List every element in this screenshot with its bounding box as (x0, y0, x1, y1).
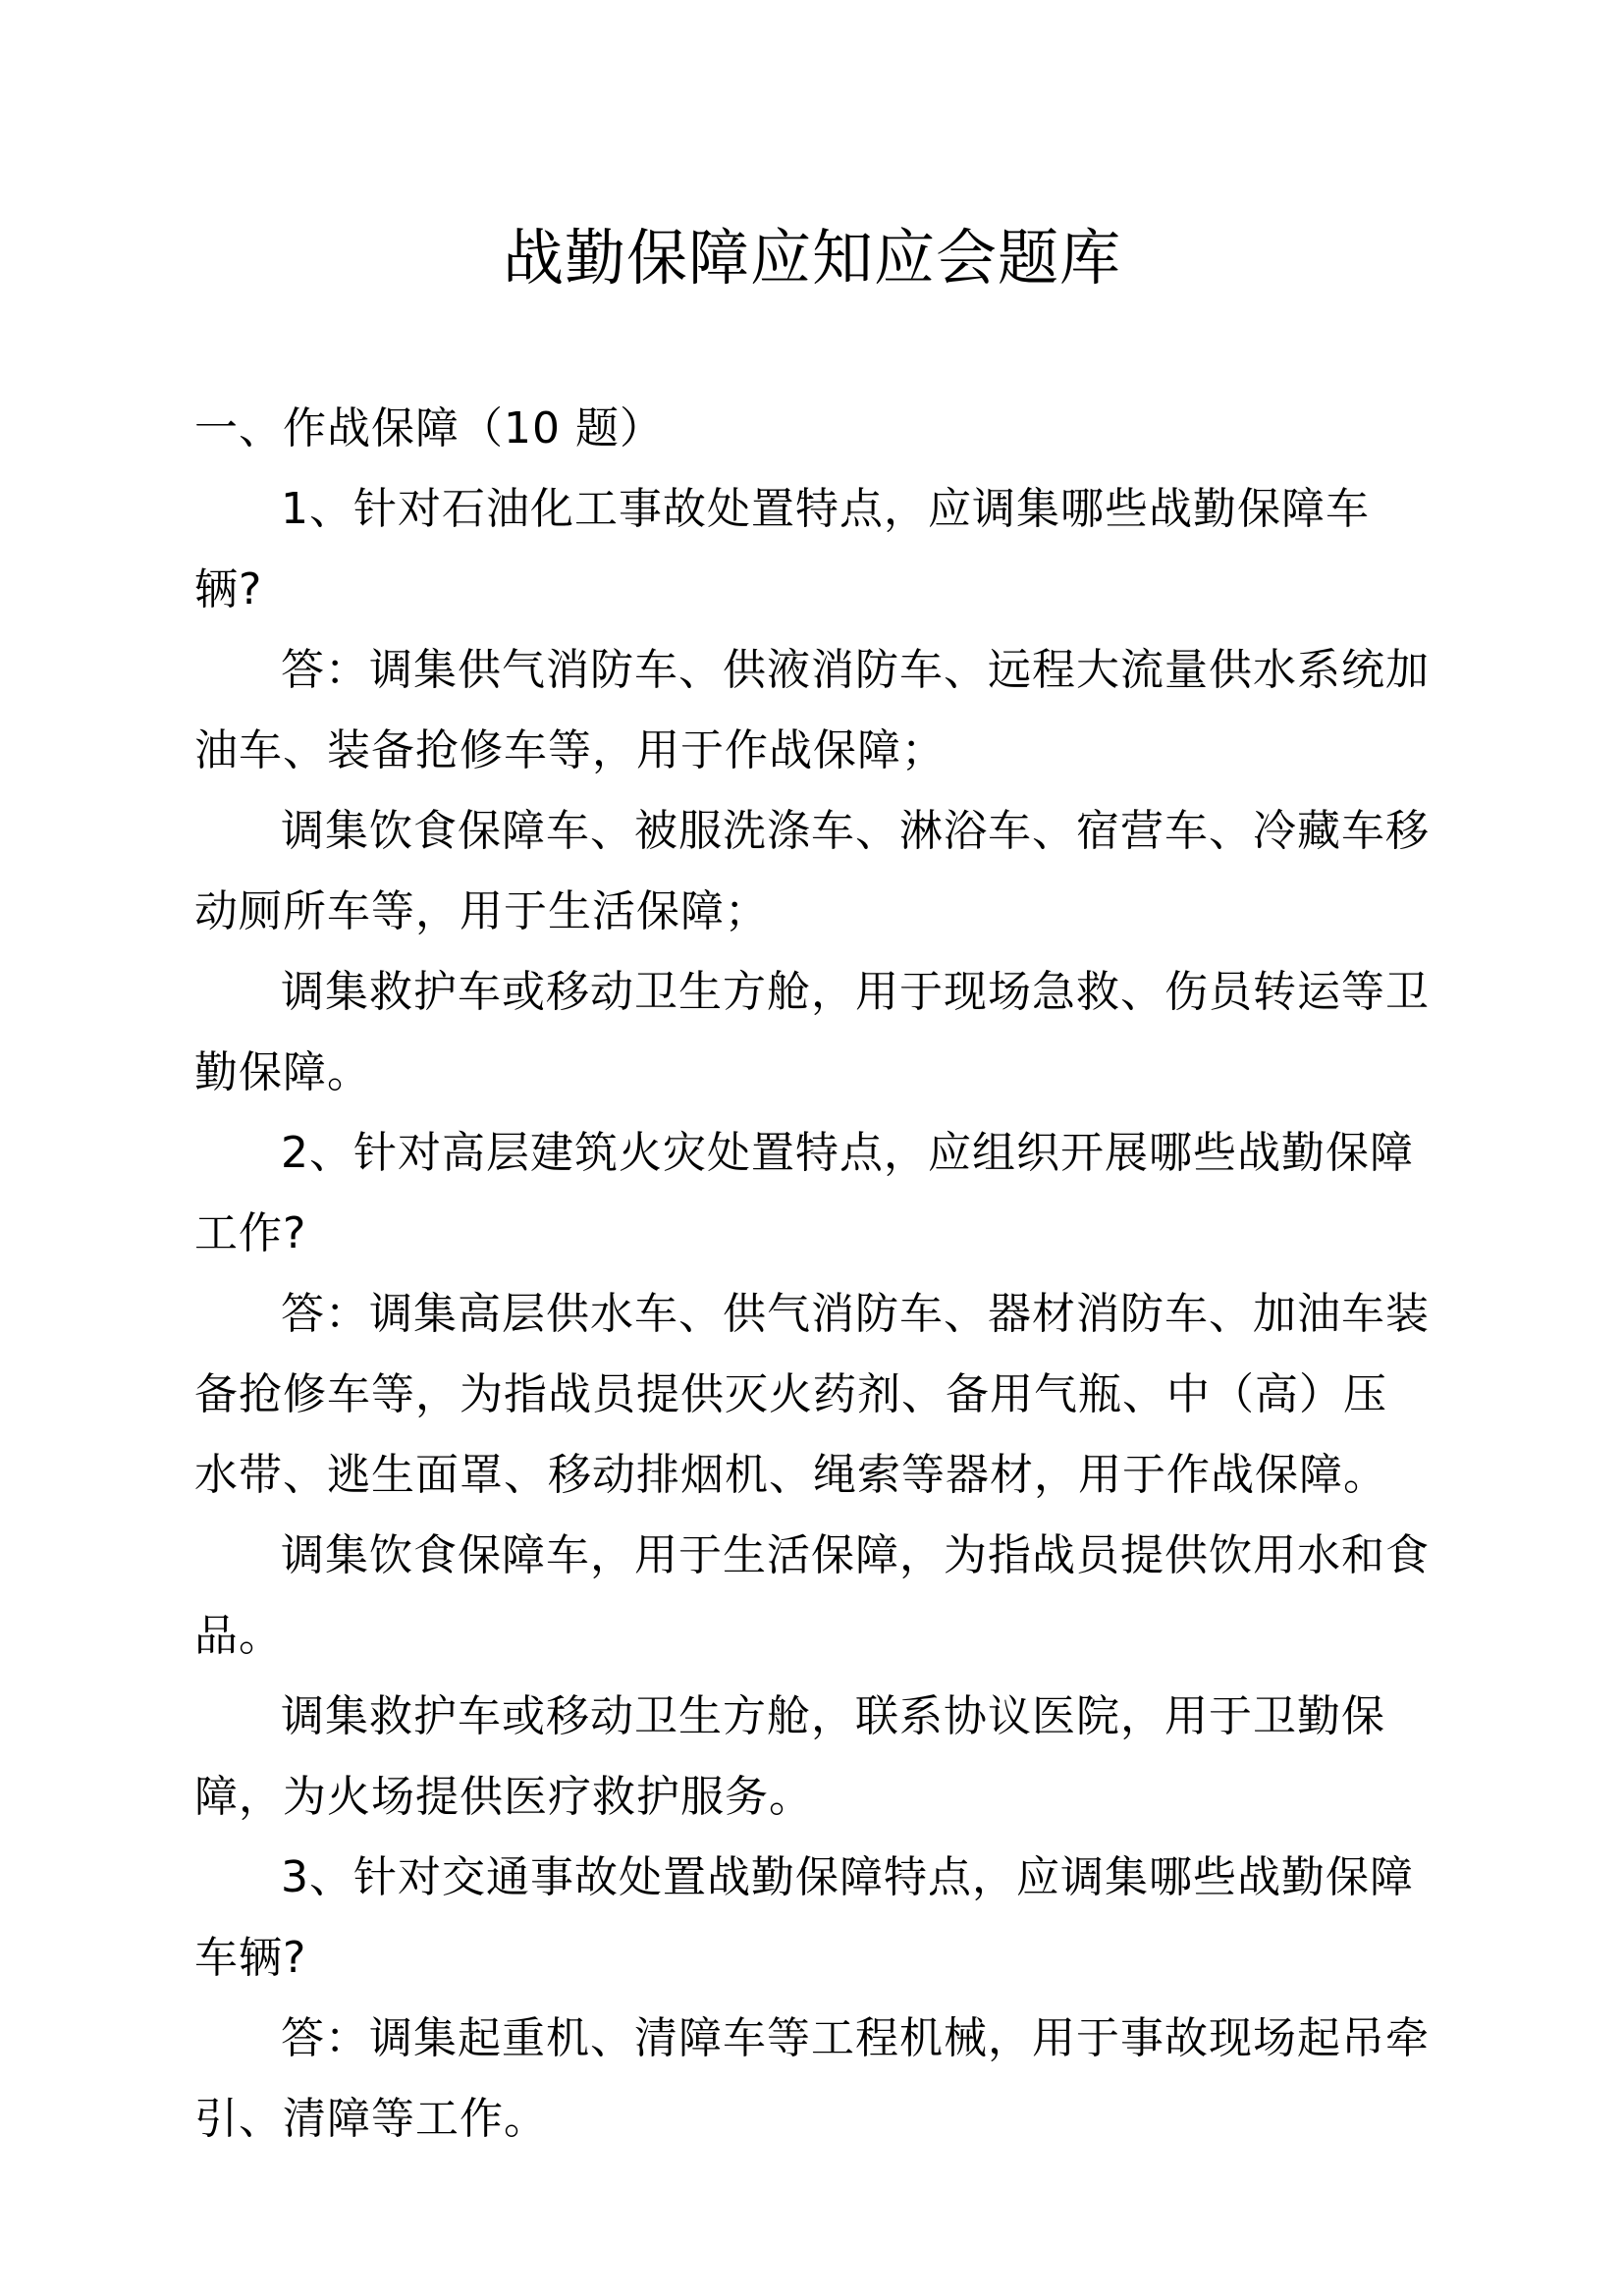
answer-3: 答：调集起重机、清障车等工程机械，用于事故现场起吊牵引、清障等工作。 (194, 2013, 1430, 2144)
document-body (194, 389, 1430, 2160)
document-title: 战勤保障应知应会题库 (502, 222, 1121, 294)
answer-1-living: 调集饮食保障车、被服洗涤车、淋浴车、宿营车、冷藏车移动厕所车等，用于生活保障； (194, 806, 1430, 936)
answer-2-medical: 调集救护车或移动卫生方舱，联系协议医院，用于卫勤保障，为火场提供医疗救护服务。 (194, 1691, 1385, 1822)
answer-2-combat: 答：调集高层供水车、供气消防车、器材消防车、加油车装备抢修车等，为指战员提供灭火药剂、备用气瓶、中（高）压水带、逃生面罩、移动排烟机、绳索等器材，用于作战保障。 (194, 1289, 1430, 1500)
question-2: 2、针对高层建筑火灾处置特点，应组织开展哪些战勤保障工作? (194, 1128, 1414, 1258)
answer-1-medical: 调集救护车或移动卫生方舱，用于现场急救、伤员转运等卫勤保障。 (194, 967, 1430, 1097)
section-heading: 一、作战保障（10 题） (194, 403, 664, 454)
question-1: 1、针对石油化工事故处置特点，应调集哪些战勤保障车辆? (194, 484, 1370, 614)
question-3: 3、针对交通事故处置战勤保障特点，应调集哪些战勤保障车辆? (194, 1852, 1414, 1983)
answer-2-living: 调集饮食保障车，用于生活保障，为指战员提供饮用水和食品。 (194, 1530, 1430, 1661)
answer-1-combat: 答：调集供气消防车、供液消防车、远程大流量供水系统加油车、装备抢修车等，用于作战保障； (194, 645, 1430, 775)
